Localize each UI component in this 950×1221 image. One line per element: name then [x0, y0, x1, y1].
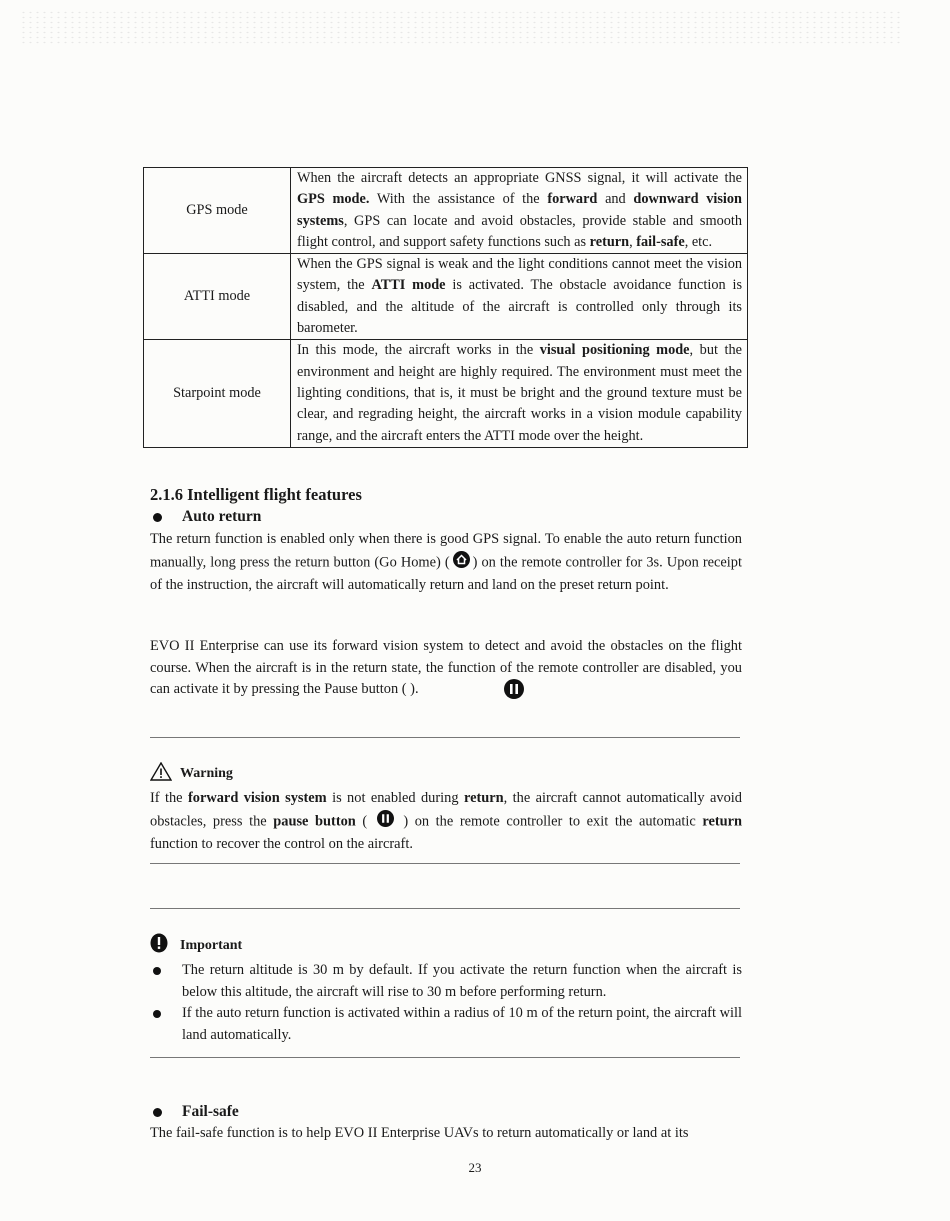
- bold-text: fail-safe: [636, 233, 685, 250]
- home-icon: [453, 551, 470, 576]
- warning-triangle-icon: [150, 762, 172, 786]
- bold-text: return: [702, 813, 743, 830]
- list-item: The return altitude is 30 m by default. If you activate the return function when the aircraft is below this altitude, the aircraft will rise to 30 m before performing return.: [150, 960, 742, 1003]
- table-row: [144, 254, 748, 340]
- bullet-icon: [153, 513, 162, 522]
- pause-icon: [377, 810, 394, 835]
- mode-name: ATTI mode: [144, 254, 291, 340]
- bold-text: return: [463, 790, 504, 806]
- divider: [150, 737, 740, 738]
- text-run: With the assistance of the: [369, 191, 548, 208]
- divider: [150, 1057, 740, 1058]
- important-heading: [150, 933, 742, 958]
- table-row: [144, 340, 748, 447]
- bold-text: visual positioning mode: [539, 342, 690, 359]
- auto-return-paragraph: [150, 529, 742, 597]
- text-run: , etc.: [684, 233, 713, 250]
- obstacle-paragraph: [150, 636, 742, 701]
- text-run: function to recover the control on the aircraft.: [150, 836, 413, 852]
- auto-return-heading: [150, 508, 742, 526]
- warning-heading: [150, 762, 742, 786]
- warning-text: [150, 788, 742, 856]
- mode-description: [291, 168, 748, 254]
- text-run: , the aircraft cannot automatically avoid obstacles, press the: [150, 790, 742, 830]
- divider: [150, 863, 740, 864]
- divider: [150, 908, 740, 909]
- text-run: is activated. The obstacle avoidance function is disabled, and the altitude of the aircraft is controlled only through its barometer.: [297, 277, 743, 337]
- important-box: [150, 933, 742, 1046]
- text-run: (: [355, 813, 374, 830]
- list-item: If the auto return function is activated within a radius of 10 m of the return point, the aircraft will land automatically.: [150, 1003, 742, 1046]
- text-run: is not enabled during: [326, 790, 464, 806]
- bold-text: pause button: [273, 813, 356, 830]
- para1-part-a: The return function is enabled only when there is good GPS signal. To enable the auto return function manually, long press the return button (Go Home) (: [150, 531, 742, 571]
- mode-name: Starpoint mode: [144, 340, 291, 447]
- bold-text: return: [589, 233, 630, 250]
- text-run: , GPS can locate and avoid obstacles, provide stable and smooth flight control, and support safety functions such as: [297, 212, 742, 250]
- bullet-icon: [153, 1108, 162, 1117]
- failsafe-heading: [150, 1103, 742, 1121]
- bold-text: forward: [547, 191, 598, 208]
- text-run: If the: [150, 790, 188, 806]
- warning-title: Warning: [180, 766, 233, 781]
- mode-description-text: [297, 168, 742, 253]
- scan-noise: [20, 10, 900, 46]
- section-heading: 2.1.6 Intelligent flight features: [150, 485, 362, 504]
- pause-icon: [504, 679, 524, 704]
- section-heading-block: [150, 485, 742, 526]
- text-run: When the GPS signal is weak and the light conditions cannot meet the vision system, the: [297, 256, 742, 294]
- mode-description: [291, 340, 748, 447]
- table-row: [144, 168, 748, 254]
- bold-text: forward vision system: [187, 790, 327, 806]
- bold-text: downward vision systems: [297, 191, 742, 229]
- mode-description-text: [297, 254, 742, 339]
- para1-part-b: ) on the remote controller for 3s. Upon receipt of the instruction, the aircraft will automatically return and land on the preset return point.: [150, 554, 742, 593]
- flight-modes-table: [143, 167, 748, 448]
- warning-box: [150, 762, 742, 856]
- para2-text: EVO II Enterprise can use its forward vision system to detect and avoid the obstacles on the flight course. When the aircraft is in the return state, the function of the remote controller are disabled, you can activate it by pressing the Pause button ( ).: [150, 638, 742, 697]
- bold-text: ATTI mode: [371, 277, 446, 294]
- text-run: ,: [629, 233, 637, 250]
- auto-return-title: Auto return: [182, 508, 262, 525]
- text-run: When the aircraft detects an appropriate GNSS signal, it will activate the: [297, 170, 742, 186]
- text-run: In this mode, the aircraft works in the: [297, 342, 540, 359]
- mode-description-text: [297, 340, 742, 446]
- text-run: and: [597, 191, 634, 208]
- failsafe-section: [150, 1103, 742, 1145]
- failsafe-title: Fail-safe: [182, 1103, 239, 1120]
- failsafe-text: The fail-safe function is to help EVO II Enterprise UAVs to return automatically or land at its: [150, 1125, 689, 1141]
- text-run: , but the environment and height are highly required. The environment must meet the lighting conditions, that is, it must be bright and the ground texture must be clear, and regrading height, the aircraft works in a vision module capability range, and the aircraft enters the ATTI mode over the height.: [297, 342, 742, 444]
- exclamation-icon: [150, 933, 168, 958]
- mode-description: [291, 254, 748, 340]
- page-number: 23: [468, 1160, 482, 1175]
- text-run: ) on the remote controller to exit the automatic: [396, 813, 703, 830]
- mode-name: GPS mode: [144, 168, 291, 254]
- important-title: Important: [180, 937, 243, 953]
- important-list: [150, 960, 742, 1046]
- bold-text: GPS mode.: [297, 191, 370, 208]
